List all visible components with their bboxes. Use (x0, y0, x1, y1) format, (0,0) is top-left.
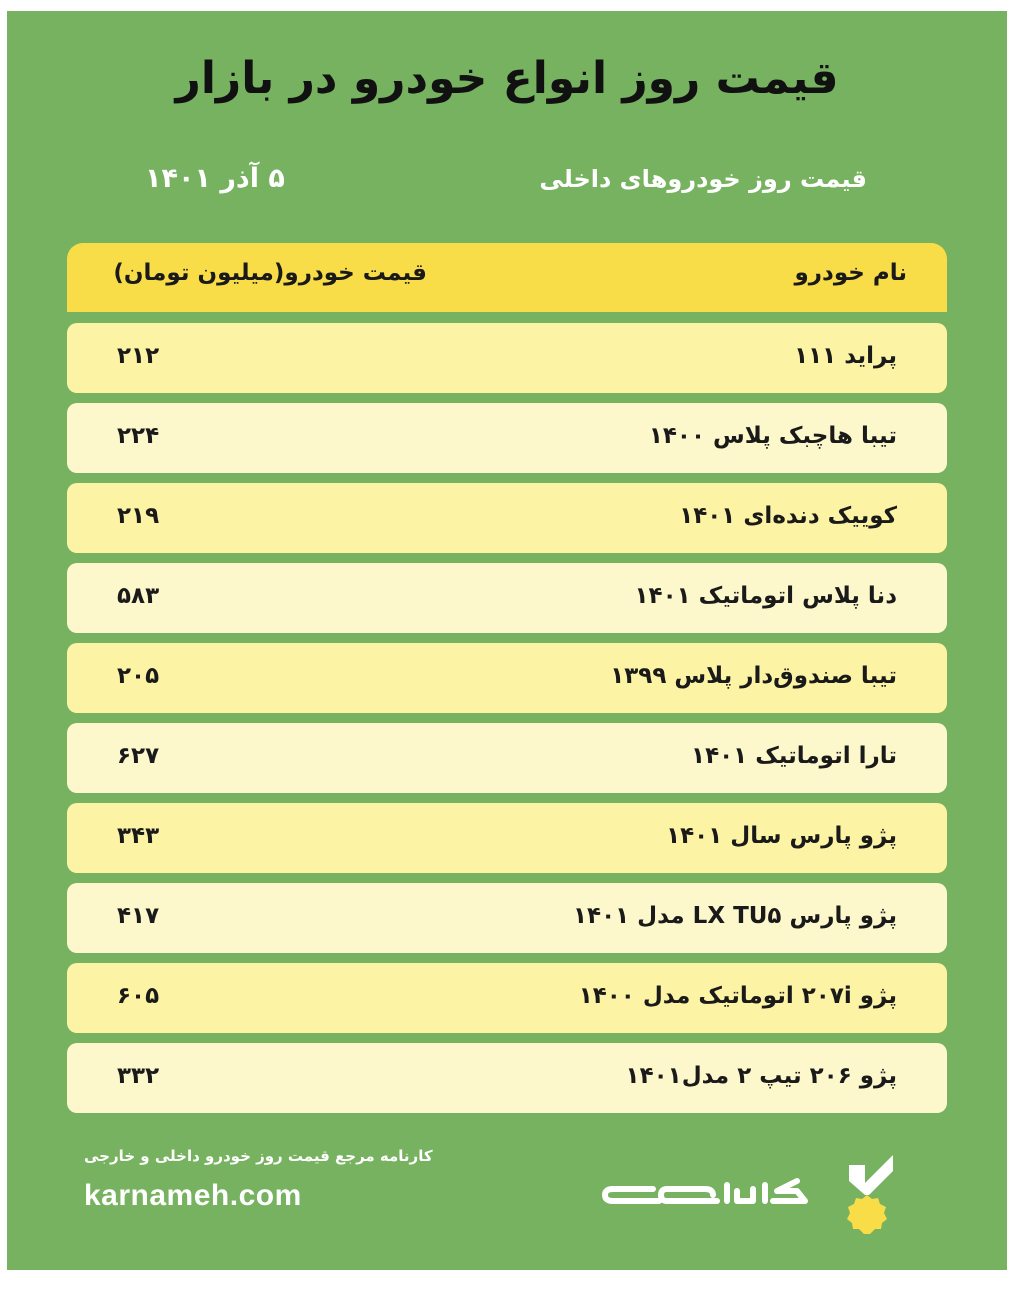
car-price: ۵۸۳ (117, 583, 160, 609)
car-price: ۳۴۳ (117, 823, 160, 849)
date-label: ۵ آذر ۱۴۰۱ (145, 163, 285, 194)
car-name: پژو ۲۰۶ تیپ ۲ مدل۱۴۰۱ (625, 1063, 897, 1089)
car-price: ۴۱۷ (117, 903, 160, 929)
page-title: قیمت روز انواع خودرو در بازار (175, 53, 839, 104)
car-price: ۲۱۹ (117, 503, 160, 529)
karnameh-logo (587, 1139, 907, 1239)
table-row (67, 563, 947, 633)
table-row (67, 403, 947, 473)
column-header-name: نام خودرو (794, 260, 907, 286)
table-row (67, 1043, 947, 1113)
car-name: تیبا صندوق‌دار پلاس ۱۳۹۹ (610, 663, 897, 689)
car-name: تیبا هاچبک پلاس ۱۴۰۰ (648, 423, 897, 449)
table-row (67, 883, 947, 953)
website-link[interactable]: karnameh.com (84, 1179, 302, 1212)
car-name: کوییک دنده‌ای ۱۴۰۱ (679, 503, 897, 529)
car-name: پژو پارس سال ۱۴۰۱ (666, 823, 897, 849)
car-price: ۶۰۵ (117, 983, 160, 1009)
subtitle: قیمت روز خودروهای داخلی (539, 165, 867, 193)
car-name: پژو ۲۰۷i اتوماتیک مدل ۱۴۰۰ (578, 983, 897, 1009)
car-name: پژو پارس LX TU۵ مدل ۱۴۰۱ (573, 903, 897, 929)
car-price: ۲۱۲ (117, 343, 160, 369)
table-row (67, 483, 947, 553)
table-row (67, 803, 947, 873)
infographic-panel (7, 11, 1007, 1270)
table-row (67, 323, 947, 393)
column-header-price: قیمت خودرو(میلیون تومان) (113, 260, 427, 286)
car-price: ۶۲۷ (117, 743, 160, 769)
table-row (67, 723, 947, 793)
footer-tagline: کارنامه مرجع قیمت روز خودرو داخلی و خارجی (84, 1147, 433, 1165)
table-row (67, 963, 947, 1033)
car-price: ۳۳۲ (117, 1063, 160, 1089)
car-name: پراید ۱۱۱ (794, 343, 897, 369)
check-medal-icon (835, 1139, 907, 1239)
car-name: دنا پلاس اتوماتیک ۱۴۰۱ (634, 583, 897, 609)
table-header (67, 243, 947, 312)
car-price: ۲۲۴ (117, 423, 160, 449)
car-name: تارا اتوماتیک ۱۴۰۱ (691, 743, 897, 769)
table-row (67, 643, 947, 713)
car-price: ۲۰۵ (117, 663, 160, 689)
